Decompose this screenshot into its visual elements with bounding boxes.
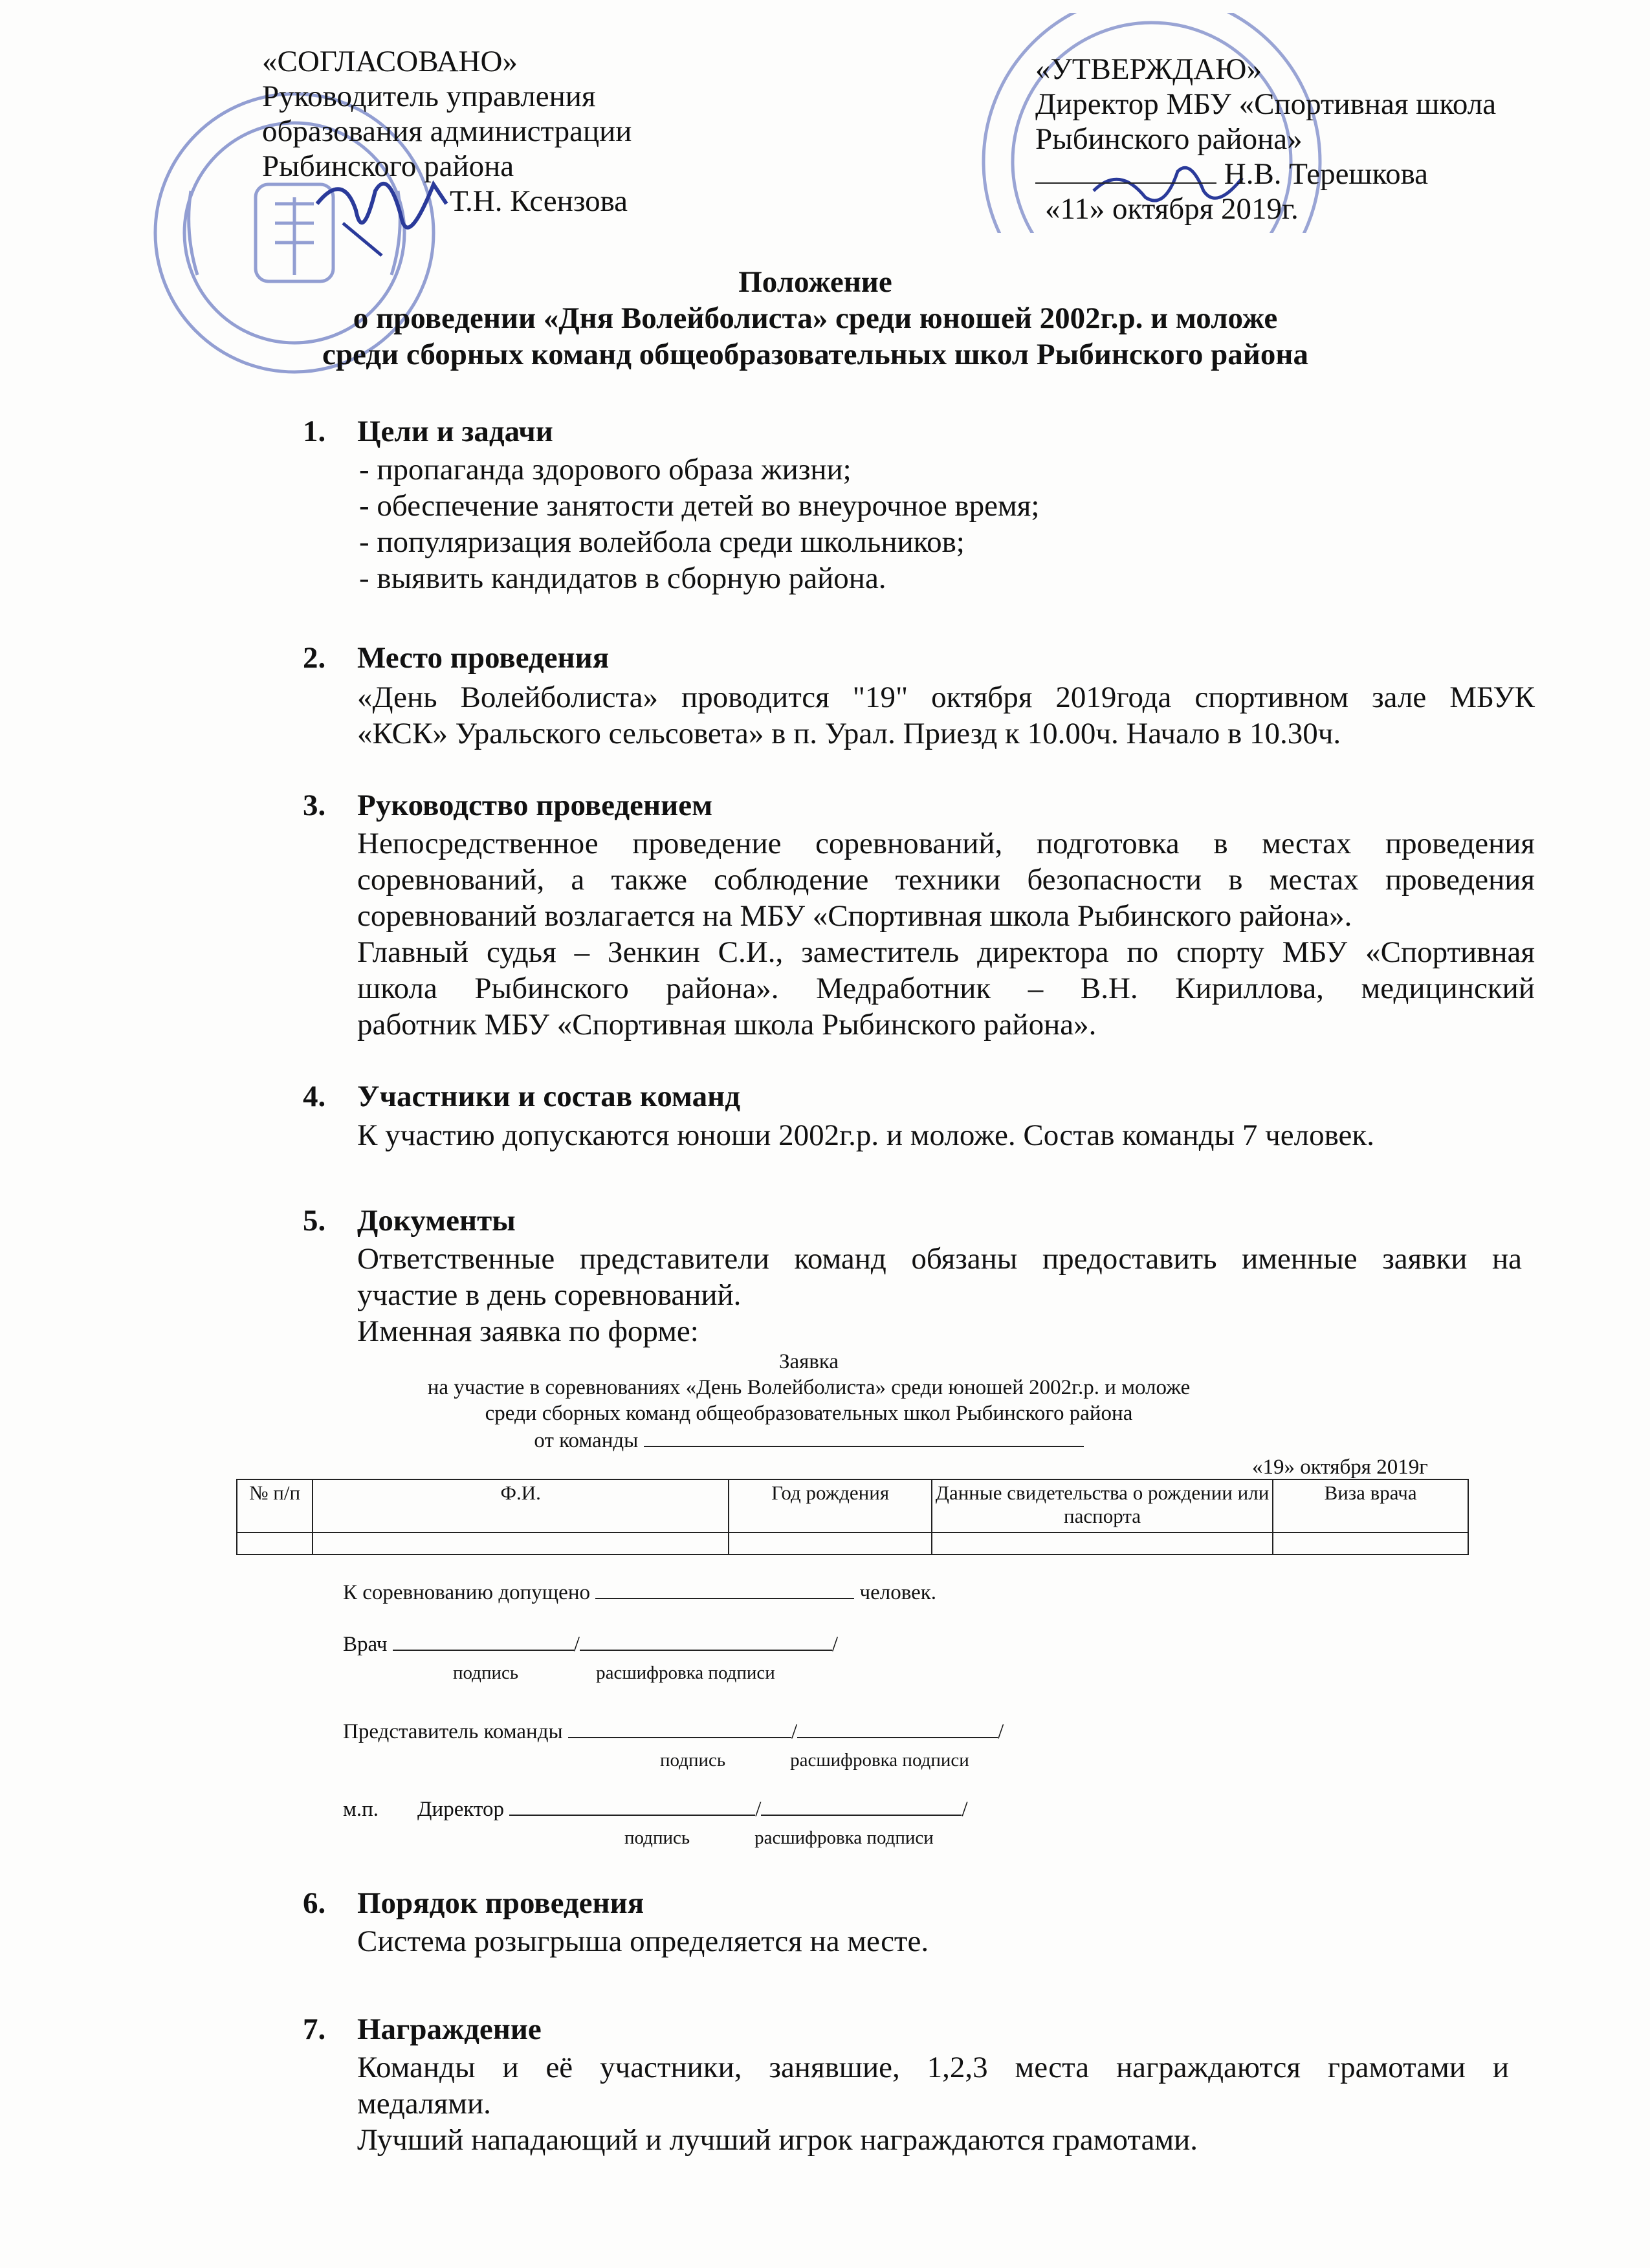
section-5-text: Ответственные представители команд обязаны предоставить именные заявки на участие в день соревнований. Именная заявка по форме: [357, 1242, 1522, 1348]
section-4-heading: Участники и состав команд [357, 1080, 740, 1113]
section-1-number: 1. [303, 415, 326, 448]
section-3-heading: Руководство проведением [357, 789, 713, 822]
section-5-number: 5. [303, 1204, 326, 1238]
goal-item: - пропаганда здорового образа жизни; [359, 453, 852, 486]
col-doctor-visa: Виза врача [1273, 1479, 1468, 1532]
title-line-3: среди сборных команд общеобразовательных школ Рыбинского района [322, 338, 1308, 371]
application-form-title: Заявка на участие в соревнованиях «День Волейболиста» среди юношей 2002г.р. и моложе среди сборных команд общеобразовательных школ Рыбинского района от команды [324, 1349, 1294, 1454]
section-2-text: «День Волейболиста» проводится "19" октября 2019года спортивном зале МБУК «КСК» Уральского сельсовета» в п. Урал. Приезд к 10.00ч. Начало в 10.30ч. [357, 681, 1535, 750]
application-table [236, 1479, 1469, 1555]
section-4-text: К участию допускаются юноши 2002г.р. и моложе. Состав команды 7 человек. [357, 1118, 1374, 1152]
section-3-number: 3. [303, 789, 326, 822]
goal-item: - обеспечение занятости детей во внеурочное время; [359, 489, 1040, 523]
section-7-number: 7. [303, 2012, 326, 2046]
doctor-sign-caption: подпись расшифровка подписи [453, 1663, 775, 1683]
col-birth-year: Год рождения [729, 1479, 931, 1532]
approved-signer: Н.В. Терешкова [1035, 157, 1496, 191]
section-1-heading: Цели и задачи [357, 415, 553, 448]
admitted-line: К соревнованию допущено человек. [343, 1578, 936, 1606]
approval-left-block [262, 44, 632, 219]
goal-item: - популяризация волейбола среди школьников; [359, 525, 965, 559]
representative-signature-line: Представитель команды / / [343, 1717, 1004, 1745]
table-row [237, 1532, 1468, 1554]
section-7-text: Команды и её участники, занявшие, 1,2,3 места награждаются грамотами и медалями. Лучший нападающий и лучший игрок награждаются грамотами. [357, 2051, 1509, 2157]
col-name: Ф.И. [313, 1479, 729, 1532]
section-5-heading: Документы [357, 1204, 516, 1238]
agreed-position-3: Рыбинского района [262, 149, 514, 183]
section-2-heading: Место проведения [357, 641, 610, 675]
section-7-heading: Награждение [357, 2012, 542, 2046]
section-4-number: 4. [303, 1080, 326, 1113]
section-2-number: 2. [303, 641, 326, 675]
section-3-text: Непосредственное проведение соревнований, подготовка в местах проведения соревнований, а также соблюдение техники безопасности в местах проведения соревнований возлагается на МБУ «Спортивная школа Рыбинского района». Главный судья – Зенкин С.И., заместитель директора по спорту МБУ «Спортивная школа Рыбинского района». Медработник – В.Н. Кириллова, медицинский работник МБУ «Спортивная школа Рыбинского района». [357, 827, 1535, 1041]
section-6-heading: Порядок проведения [357, 1886, 644, 1920]
agreed-position-2: образования администрации [262, 114, 632, 148]
approved-date: «11» октября 2019г. [1045, 192, 1299, 226]
title-line-1: Положение [738, 265, 892, 299]
section-6-number: 6. [303, 1886, 326, 1920]
doctor-signature-line: Врач / / [343, 1630, 838, 1657]
section-1-list [359, 452, 1537, 596]
col-document: Данные свидетельства о рождении или паспорта [932, 1479, 1273, 1532]
form-date: «19» октября 2019г [1252, 1456, 1428, 1479]
section-6-text: Система розыгрыша определяется на месте. [357, 1925, 929, 1958]
col-number: № п/п [237, 1479, 313, 1532]
approved-position-1: Директор МБУ «Спортивная школа [1035, 87, 1497, 121]
representative-sign-caption: подпись расшифровка подписи [660, 1750, 969, 1771]
title-line-2: о проведении «Дня Волейболиста» среди юношей 2002г.р. и моложе [353, 301, 1278, 335]
director-sign-caption: подпись расшифровка подписи [624, 1827, 934, 1848]
agreed-signer: Т.Н. Ксензова [450, 184, 628, 218]
agreed-position-1: Руководитель управления [262, 80, 596, 113]
approved-label: «УТВЕРЖДАЮ» [1035, 52, 1262, 86]
document-title [129, 264, 1501, 373]
director-signature-line: м.п. Директор / / [343, 1795, 968, 1822]
team-line: от команды [324, 1426, 1294, 1454]
agreed-label: «СОГЛАСОВАНО» [262, 45, 518, 78]
goal-item: - выявить кандидатов в сборную района. [359, 562, 886, 595]
approval-right-block [1035, 52, 1496, 226]
table-header-row [237, 1479, 1468, 1532]
approved-position-2: Рыбинского района» [1035, 122, 1303, 156]
